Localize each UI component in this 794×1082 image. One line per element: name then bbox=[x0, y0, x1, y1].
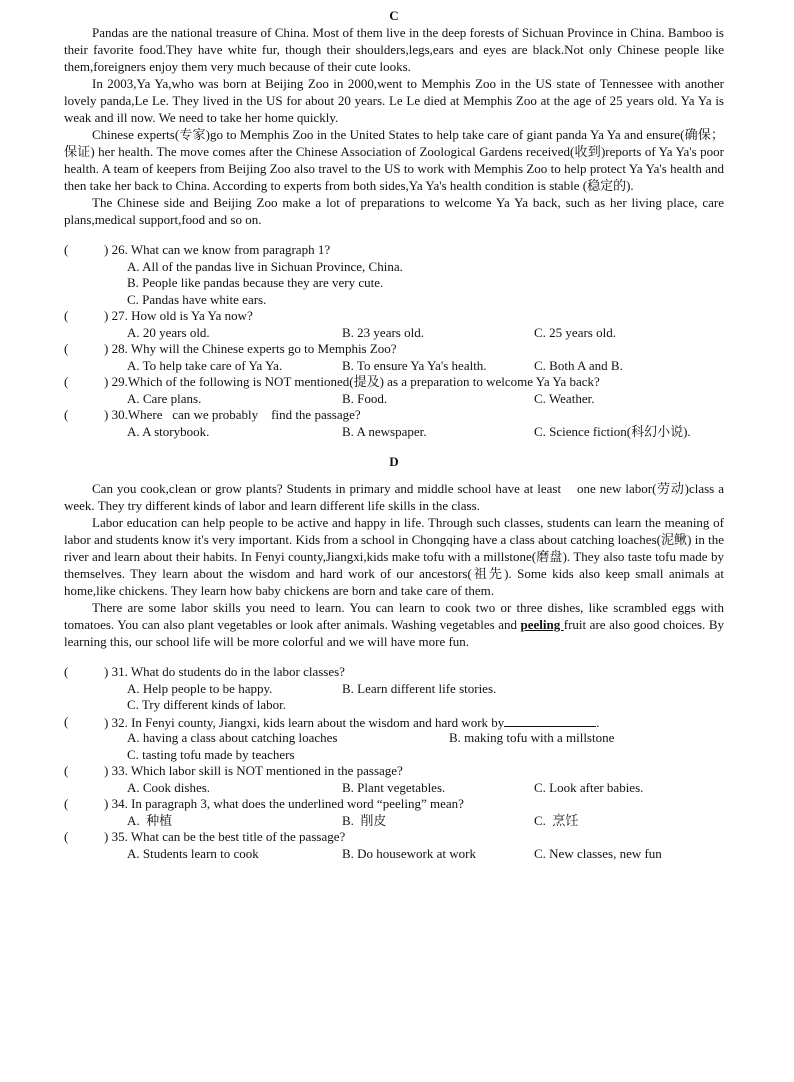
answer-paren: ( bbox=[64, 308, 69, 323]
question-stem: ) 34. In paragraph 3, what does the underlined word “peeling” mean? bbox=[104, 796, 464, 811]
answer-paren: ( bbox=[64, 796, 69, 811]
question-stem: ) 33. Which labor skill is NOT mentioned in the passage? bbox=[104, 763, 403, 778]
section-c-paragraph-3: Chinese experts(专家)go to Memphis Zoo in the United States to help take care of giant panda Ya Ya and ensure(确保；保证) her health. The move comes after the Chinese Association of Zoological Gardens received(收到)reports of Ya Ya's poor health. A team of keepers from Beijing Zoo also travel to the US to work with Memphis Zoo to help protect Ya Ya's health and then take her back to China. According to experts from both sides,Ya Ya's health condition is stable (稳定的). bbox=[64, 127, 724, 193]
option-b: B. Learn different life stories. bbox=[342, 680, 497, 696]
option-a: A. Help people to be happy. bbox=[127, 680, 273, 696]
answer-paren: ( bbox=[64, 763, 69, 778]
option-b: B. 削皮 bbox=[342, 812, 387, 828]
question-32 bbox=[64, 714, 724, 731]
question-29 bbox=[64, 374, 724, 391]
option-b: B. Plant vegetables. bbox=[342, 779, 446, 795]
answer-paren: ( bbox=[64, 341, 69, 356]
question-stem: ) 31. What do students do in the labor classes? bbox=[104, 664, 345, 679]
question-27 bbox=[64, 308, 724, 325]
option-a: A. Cook dishes. bbox=[127, 779, 211, 795]
option-c: C. Look after babies. bbox=[534, 779, 644, 795]
answer-paren: ( bbox=[64, 407, 69, 422]
worksheet-page bbox=[64, 8, 728, 862]
answer-paren: ( bbox=[64, 242, 69, 257]
option-c: C. 烹饪 bbox=[534, 812, 579, 828]
option-c: C. 25 years old. bbox=[534, 324, 616, 340]
section-d-paragraph-2: Labor education can help people to be active and happy in life. Through such classes, students can learn the meaning of labor and students know it's very important. Kids from a school in Chongqing have a class about catching loaches(泥鳅) in the river and learn about their habits. In Fenyi county,Jiangxi,kids make tofu with a millstone(磨盘). They also taste tofu made by themselves. They learn about the wisdom and hard work of our ancestors(祖先). Some kids also keep small animals at home,like chickens. They learn how baby chickens are born and take care of them. bbox=[64, 515, 724, 598]
answer-paren: ( bbox=[64, 374, 69, 389]
section-c-title: C bbox=[389, 8, 399, 23]
question-34 bbox=[64, 796, 724, 813]
underlined-word-peeling: peeling bbox=[520, 617, 564, 632]
answer-paren: ( bbox=[64, 664, 69, 679]
option-a: A. A storybook. bbox=[127, 423, 210, 439]
section-c-paragraph-4: The Chinese side and Beijing Zoo make a lot of preparations to welcome Ya Ya back, such as her living place, care plans,medical support,food and so on. bbox=[64, 195, 724, 227]
option-b: B. A newspaper. bbox=[342, 423, 427, 439]
section-d-title: D bbox=[389, 454, 399, 469]
question-35 bbox=[64, 829, 724, 846]
stem-end: . bbox=[596, 714, 600, 730]
option-b: B. People like pandas because they are very cute. bbox=[127, 275, 384, 290]
option-a: A. 种植 bbox=[127, 812, 173, 828]
option-b: B. Food. bbox=[342, 390, 388, 406]
option-a: A. Students learn to cook bbox=[127, 845, 259, 861]
option-a: A. All of the pandas live in Sichuan Province, China. bbox=[127, 258, 403, 274]
question-stem: ) 26. What can we know from paragraph 1? bbox=[104, 242, 331, 257]
question-stem: ) 27. How old is Ya Ya now? bbox=[104, 308, 253, 323]
option-b: B. Do housework at work bbox=[342, 845, 476, 861]
option-c: C. Science fiction(科幻小说). bbox=[534, 423, 691, 439]
option-a: A. To help take care of Ya Ya. bbox=[127, 357, 283, 373]
option-b: B. 23 years old. bbox=[342, 324, 424, 340]
option-c: C. Pandas have white ears. bbox=[127, 291, 267, 307]
option-a: A. Care plans. bbox=[127, 390, 202, 406]
answer-paren: ( bbox=[64, 829, 69, 844]
option-c: C. New classes, new fun bbox=[534, 845, 662, 861]
section-c-paragraph-1: Pandas are the national treasure of China. Most of them live in the deep forests of Sichuan Province in China. Bamboo is their favorite food.They have white fur, though their shoulders,legs,ears and eyes are black.Not only Chinese people like them,foreigners enjoy them very much because of their cute looks. bbox=[64, 25, 724, 74]
section-c-paragraph-2: In 2003,Ya Ya,who was born at Beijing Zoo in 2000,went to Memphis Zoo in the US state of Tennessee with another lovely panda,Le Le. They lived in the US for about 20 years. Le Le died at Memphis Zoo at the age of 25 years old. Ya Ya is weak and ill now. We need to take her home quickly. bbox=[64, 76, 724, 125]
paragraph-text: There are some labor skills you need to learn. You can learn to cook two or three dishes, like scrambled eggs with tomatoes. You can also plant vegetables or look after animals. Washing vegetables and bbox=[64, 600, 724, 632]
question-stem: ) 29.Which of the following is NOT mentioned(提及) as a preparation to welcome Ya Ya back? bbox=[104, 374, 600, 389]
section-d-paragraph-3 bbox=[64, 599, 724, 650]
option-a: A. having a class about catching loaches bbox=[127, 730, 338, 745]
option-a: A. 20 years old. bbox=[127, 324, 210, 340]
paragraph-text: fruit are also good choices. By learning this, our school life will be more colorful and we will have more fun. bbox=[64, 617, 724, 649]
question-stem: ) 35. What can be the best title of the passage? bbox=[104, 829, 346, 844]
answer-paren: ( bbox=[64, 713, 69, 729]
option-c: C. Weather. bbox=[534, 390, 595, 406]
question-stem: ) 30.Where can we probably find the passage? bbox=[104, 407, 361, 422]
question-stem: ) 28. Why will the Chinese experts go to Memphis Zoo? bbox=[104, 341, 397, 356]
option-b: B. To ensure Ya Ya's health. bbox=[342, 357, 487, 373]
option-c: C. tasting tofu made by teachers bbox=[127, 746, 295, 762]
option-c: C. Both A and B. bbox=[534, 357, 623, 373]
section-d-paragraph-1: Can you cook,clean or grow plants? Students in primary and middle school have at least one new labor(劳动)class a week. They try different kinds of labor and learn different life skills in the class. bbox=[64, 481, 728, 513]
question-28 bbox=[64, 341, 724, 358]
option-b: B. making tofu with a millstone bbox=[449, 730, 615, 745]
answer-blank[interactable] bbox=[504, 714, 596, 727]
question-stem: ) 32. In Fenyi county, Jiangxi, kids learn about the wisdom and hard work by bbox=[104, 714, 505, 730]
option-c: C. Try different kinds of labor. bbox=[127, 697, 287, 712]
question-26 bbox=[64, 242, 724, 259]
question-31 bbox=[64, 664, 724, 681]
question-30 bbox=[64, 407, 724, 424]
question-33 bbox=[64, 763, 724, 780]
